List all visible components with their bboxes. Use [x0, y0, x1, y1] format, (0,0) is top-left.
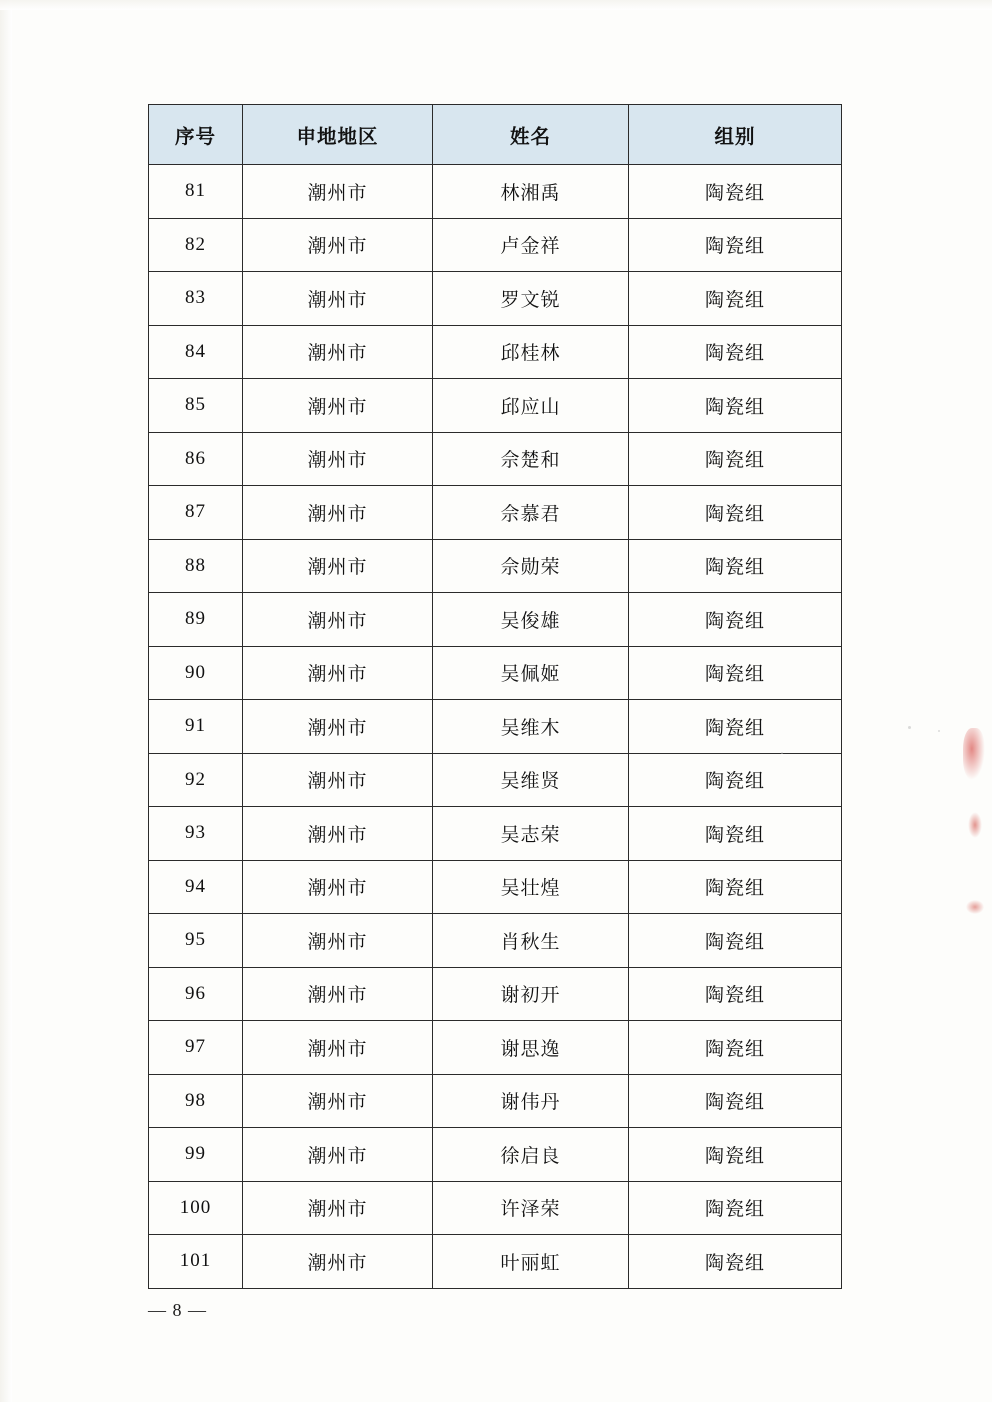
cell-index: 87: [149, 486, 243, 540]
cell-index: 86: [149, 432, 243, 486]
cell-index: 90: [149, 646, 243, 700]
cell-region: 潮州市: [243, 1128, 433, 1182]
cell-index: 81: [149, 165, 243, 219]
cell-name: 卢金祥: [433, 218, 629, 272]
cell-index: 100: [149, 1181, 243, 1235]
cell-region: 潮州市: [243, 700, 433, 754]
table-row: [149, 593, 842, 647]
cell-index: 88: [149, 539, 243, 593]
cell-group: 陶瓷组: [629, 646, 842, 700]
table-row: [149, 539, 842, 593]
table-row: [149, 1021, 842, 1075]
cell-index: 82: [149, 218, 243, 272]
cell-index: 85: [149, 379, 243, 433]
cell-group: 陶瓷组: [629, 593, 842, 647]
scan-edge-left: [0, 0, 12, 1402]
cell-name: 邱桂林: [433, 325, 629, 379]
cell-group: 陶瓷组: [629, 272, 842, 326]
cell-group: 陶瓷组: [629, 860, 842, 914]
cell-region: 潮州市: [243, 486, 433, 540]
cell-name: 吴维木: [433, 700, 629, 754]
cell-name: 罗文锐: [433, 272, 629, 326]
cell-index: 91: [149, 700, 243, 754]
table-row: [149, 1181, 842, 1235]
cell-region: 潮州市: [243, 432, 433, 486]
cell-region: 潮州市: [243, 914, 433, 968]
cell-index: 89: [149, 593, 243, 647]
cell-name: 谢初开: [433, 967, 629, 1021]
cell-name: 吴志荣: [433, 807, 629, 861]
cell-group: 陶瓷组: [629, 753, 842, 807]
cell-group: 陶瓷组: [629, 432, 842, 486]
scan-edge-top: [0, 0, 992, 10]
table-row: [149, 1074, 842, 1128]
table-row: [149, 914, 842, 968]
cell-group: 陶瓷组: [629, 967, 842, 1021]
cell-group: 陶瓷组: [629, 1074, 842, 1128]
cell-name: 吴壮煌: [433, 860, 629, 914]
scan-speck: [938, 730, 940, 732]
cell-region: 潮州市: [243, 325, 433, 379]
cell-name: 吴佩姬: [433, 646, 629, 700]
cell-region: 潮州市: [243, 1181, 433, 1235]
applicant-table-container: [148, 104, 841, 1289]
red-stamp-speck-icon: [968, 812, 982, 838]
cell-region: 潮州市: [243, 1021, 433, 1075]
column-header-name: 姓名: [433, 105, 629, 165]
cell-group: 陶瓷组: [629, 486, 842, 540]
cell-group: 陶瓷组: [629, 807, 842, 861]
table-row: [149, 860, 842, 914]
cell-index: 94: [149, 860, 243, 914]
cell-name: 徐启良: [433, 1128, 629, 1182]
cell-name: 谢思逸: [433, 1021, 629, 1075]
cell-region: 潮州市: [243, 1235, 433, 1289]
cell-name: 吴俊雄: [433, 593, 629, 647]
cell-group: 陶瓷组: [629, 700, 842, 754]
cell-group: 陶瓷组: [629, 165, 842, 219]
cell-name: 佘楚和: [433, 432, 629, 486]
table-row: [149, 432, 842, 486]
table-row: [149, 807, 842, 861]
cell-region: 潮州市: [243, 646, 433, 700]
cell-index: 98: [149, 1074, 243, 1128]
column-header-region: 申地地区: [243, 105, 433, 165]
table-row: [149, 486, 842, 540]
column-header-index: 序号: [149, 105, 243, 165]
cell-name: 许泽荣: [433, 1181, 629, 1235]
cell-name: 佘勋荣: [433, 539, 629, 593]
cell-group: 陶瓷组: [629, 539, 842, 593]
cell-name: 叶丽虹: [433, 1235, 629, 1289]
table-row: [149, 967, 842, 1021]
table-row: [149, 646, 842, 700]
cell-name: 肖秋生: [433, 914, 629, 968]
cell-region: 潮州市: [243, 379, 433, 433]
cell-region: 潮州市: [243, 272, 433, 326]
table-row: [149, 700, 842, 754]
table-row: [149, 1128, 842, 1182]
cell-region: 潮州市: [243, 967, 433, 1021]
table-row: [149, 325, 842, 379]
cell-index: 92: [149, 753, 243, 807]
cell-group: 陶瓷组: [629, 1235, 842, 1289]
table-row: [149, 272, 842, 326]
cell-index: 99: [149, 1128, 243, 1182]
red-stamp-mark-icon: [963, 728, 985, 780]
cell-name: 林湘禹: [433, 165, 629, 219]
table-body: [149, 165, 842, 1289]
cell-name: 佘慕君: [433, 486, 629, 540]
cell-index: 93: [149, 807, 243, 861]
red-stamp-dot-icon: [966, 900, 984, 914]
page-number: — 8 —: [148, 1300, 207, 1320]
cell-name: 吴维贤: [433, 753, 629, 807]
cell-index: 95: [149, 914, 243, 968]
cell-group: 陶瓷组: [629, 325, 842, 379]
cell-index: 84: [149, 325, 243, 379]
table-row: [149, 379, 842, 433]
cell-group: 陶瓷组: [629, 1021, 842, 1075]
table-header-row: [149, 105, 842, 165]
table-row: [149, 218, 842, 272]
cell-group: 陶瓷组: [629, 379, 842, 433]
table-row: [149, 753, 842, 807]
column-header-group: 组别: [629, 105, 842, 165]
scan-speck: [908, 726, 911, 729]
cell-index: 83: [149, 272, 243, 326]
table-row: [149, 1235, 842, 1289]
applicant-table: [148, 104, 842, 1289]
cell-region: 潮州市: [243, 753, 433, 807]
cell-name: 谢伟丹: [433, 1074, 629, 1128]
cell-region: 潮州市: [243, 807, 433, 861]
cell-region: 潮州市: [243, 860, 433, 914]
cell-group: 陶瓷组: [629, 218, 842, 272]
cell-group: 陶瓷组: [629, 1181, 842, 1235]
cell-index: 97: [149, 1021, 243, 1075]
cell-index: 101: [149, 1235, 243, 1289]
cell-region: 潮州市: [243, 539, 433, 593]
cell-region: 潮州市: [243, 165, 433, 219]
cell-region: 潮州市: [243, 593, 433, 647]
cell-index: 96: [149, 967, 243, 1021]
cell-region: 潮州市: [243, 1074, 433, 1128]
cell-name: 邱应山: [433, 379, 629, 433]
cell-region: 潮州市: [243, 218, 433, 272]
cell-group: 陶瓷组: [629, 1128, 842, 1182]
table-header: [149, 105, 842, 165]
cell-group: 陶瓷组: [629, 914, 842, 968]
table-row: [149, 165, 842, 219]
